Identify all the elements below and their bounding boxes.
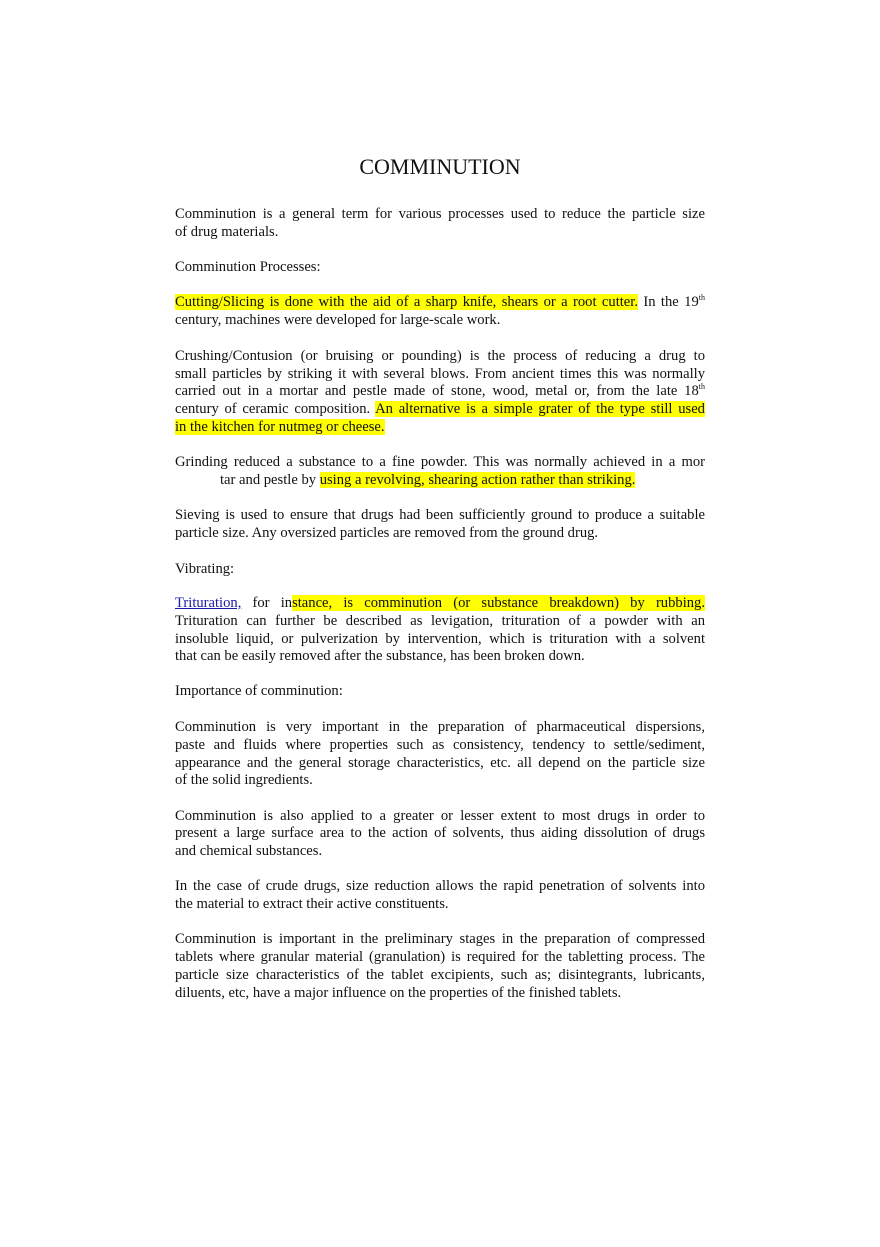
paragraph-5-line-0 <box>175 506 705 524</box>
paragraph-11-line-1 <box>175 895 705 913</box>
paragraph-8-line-0 <box>175 682 705 700</box>
paragraph-6-line-0 <box>175 560 705 578</box>
highlighted-text: in the kitchen for nutmeg or cheese. <box>175 419 385 435</box>
text-segment: century of ceramic composition. <box>175 401 376 417</box>
paragraph-5-line-1 <box>175 524 705 542</box>
paragraph-3-line-1 <box>175 365 705 383</box>
text-segment: of drug materials. <box>175 224 279 240</box>
text-segment: Comminution is a general term for various processes used to reduce the particle size <box>175 206 705 222</box>
paragraph-1-line-0 <box>175 258 705 276</box>
text-segment: and chemical substances. <box>175 843 323 859</box>
paragraph-10-line-0 <box>175 807 705 825</box>
text-segment: tablets where granular material (granulation) is required for the tabletting process. The <box>175 949 705 965</box>
paragraph-3-line-0 <box>175 347 705 365</box>
paragraph-2-line-0 <box>175 293 705 311</box>
text-segment: particle size characteristics of the tablet excipients, such as; disintegrants, lubricants, <box>175 967 705 983</box>
text-segment: Comminution is important in the preliminary stages in the preparation of compressed <box>175 931 705 947</box>
paragraph-4-line-1 <box>220 471 705 489</box>
paragraph-7-line-1 <box>175 612 705 630</box>
text-segment: small particles by striking it with several blows. From ancient times this was normally <box>175 366 705 382</box>
paragraph-3-line-3 <box>175 400 705 418</box>
paragraph-10-line-2 <box>175 842 705 860</box>
text-segment: paste and fluids where properties such as consistency, tendency to settle/sediment, <box>175 737 705 753</box>
paragraph-7-line-2 <box>175 630 705 648</box>
text-segment: Vibrating: <box>175 561 235 577</box>
text-segment: century, machines were developed for large-scale work. <box>175 312 501 328</box>
superscript: th <box>698 293 705 303</box>
paragraph-9-line-0 <box>175 718 705 736</box>
paragraph-3-line-2 <box>175 382 705 400</box>
highlighted-text: using a revolving, shearing action rather than striking. <box>319 472 636 488</box>
highlighted-text: stance, is comminution (or substance breakdown) by rubbing. <box>292 595 705 611</box>
text-segment: that can be easily removed after the substance, has been broken down. <box>175 648 585 664</box>
text-segment: Comminution is very important in the preparation of pharmaceutical dispersions, <box>175 719 705 735</box>
text-segment: Trituration can further be described as levigation, trituration of a powder with an <box>175 613 705 629</box>
paragraph-12-line-3 <box>175 984 705 1002</box>
paragraph-9-line-2 <box>175 754 705 772</box>
text-segment: of the solid ingredients. <box>175 772 313 788</box>
highlighted-text: An alternative is a simple grater of the type still used <box>375 401 705 417</box>
text-segment: tar and pestle by <box>220 472 320 488</box>
text-segment: Comminution Processes: <box>175 259 321 275</box>
paragraph-4-line-0 <box>175 453 705 471</box>
text-segment: Importance of comminution: <box>175 683 343 699</box>
paragraph-9-line-1 <box>175 736 705 754</box>
text-segment: In the case of crude drugs, size reduction allows the rapid penetration of solvents into <box>175 878 705 894</box>
text-segment: Crushing/Contusion (or bruising or pounding) is the process of reducing a drug to <box>175 348 705 364</box>
text-segment: the material to extract their active constituents. <box>175 896 449 912</box>
text-segment: appearance and the general storage characteristics, etc. all depend on the particle size <box>175 755 705 771</box>
text-segment: Sieving is used to ensure that drugs had been sufficiently ground to produce a suitable <box>175 507 705 523</box>
trituration-link[interactable]: Trituration, <box>175 595 242 611</box>
paragraph-7-line-3 <box>175 647 705 665</box>
text-segment: carried out in a mortar and pestle made of stone, wood, metal or, from the late 18 <box>175 383 699 399</box>
text-segment: for in <box>241 595 293 611</box>
paragraph-0-line-1 <box>175 223 705 241</box>
paragraph-2-line-1 <box>175 311 705 329</box>
text-segment: present a large surface area to the action of solvents, thus aiding dissolution of drugs <box>175 825 705 841</box>
paragraph-11-line-0 <box>175 877 705 895</box>
paragraph-9-line-3 <box>175 771 705 789</box>
paragraph-7-line-0 <box>175 594 705 612</box>
text-segment: particle size. Any oversized particles are removed from the ground drug. <box>175 525 599 541</box>
paragraph-0-line-0 <box>175 205 705 223</box>
superscript: th <box>698 382 705 392</box>
highlighted-text: Cutting/Slicing is done with the aid of a sharp knife, shears or a root cutter. <box>175 294 638 310</box>
text-segment: insoluble liquid, or pulverization by intervention, which is trituration with a solvent <box>175 631 705 647</box>
text-segment: Comminution is also applied to a greater or lesser extent to most drugs in order to <box>175 808 705 824</box>
text-segment: Grinding reduced a substance to a fine powder. This was normally achieved in a mor <box>175 454 705 470</box>
document-title: COMMINUTION <box>359 154 521 179</box>
text-segment: diluents, etc, have a major influence on the properties of the finished tablets. <box>175 985 622 1001</box>
paragraph-12-line-2 <box>175 966 705 984</box>
paragraph-12-line-1 <box>175 948 705 966</box>
paragraph-3-line-4 <box>175 418 705 436</box>
paragraph-10-line-1 <box>175 824 705 842</box>
paragraph-12-line-0 <box>175 930 705 948</box>
text-segment: In the 19 <box>637 294 699 310</box>
